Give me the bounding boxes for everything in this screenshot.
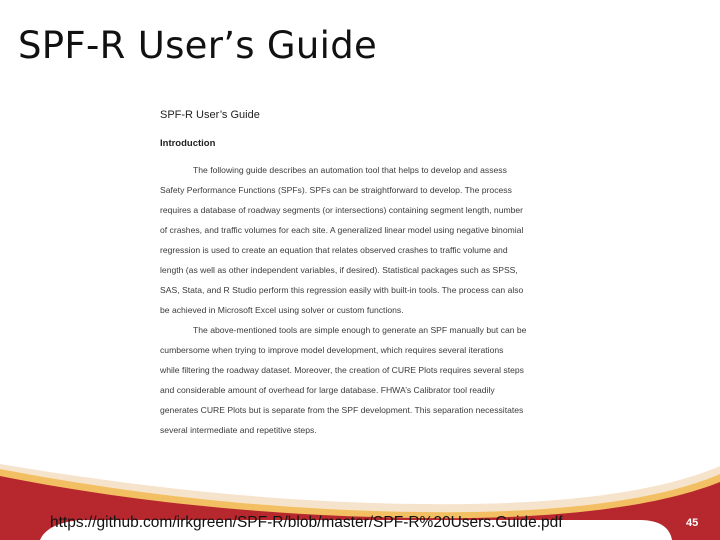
paragraph-line: requires a database of roadway segments (or intersections) containing segment length, number bbox=[160, 205, 524, 215]
paragraph-line: The following guide describes an automation tool that helps to develop and assess bbox=[193, 165, 507, 175]
paragraph-line: cumbersome when trying to improve model development, which requires several iterations bbox=[160, 345, 504, 355]
document-heading: Introduction bbox=[160, 138, 216, 149]
paragraph-line: be achieved in Microsoft Excel using solver or custom functions. bbox=[160, 305, 404, 315]
source-url[interactable]: https://github.com/irkgreen/SPF-R/blob/master/SPF-R%20Users.Guide.pdf bbox=[50, 514, 563, 531]
slide-title: SPF-R User’s Guide bbox=[18, 24, 378, 67]
paragraph-line: Safety Performance Functions (SPFs). SPFs can be straightforward to develop. The process bbox=[160, 185, 512, 195]
paragraph-line: while filtering the roadway dataset. Moreover, the creation of CURE Plots requires several steps bbox=[160, 365, 524, 375]
paragraph-line: several intermediate and repetitive steps. bbox=[160, 425, 317, 435]
paragraph-line: The above-mentioned tools are simple enough to generate an SPF manually but can be bbox=[193, 325, 527, 335]
paragraph-line: length (as well as other independent variables, if desired). Statistical packages such as SPSS, bbox=[160, 265, 518, 275]
paragraph-line: and considerable amount of overhead for large database. FHWA’s Calibrator tool readily bbox=[160, 385, 495, 395]
document-title: SPF-R User’s Guide bbox=[160, 109, 260, 121]
paragraph-line: SAS, Stata, and R Studio perform this regression easily with built-in tools. The process can also bbox=[160, 285, 524, 295]
paragraph-line: generates CURE Plots but is separate from the SPF development. This separation necessitates bbox=[160, 405, 524, 415]
paragraph-line: of crashes, and traffic volumes for each site. A generalized linear model using negative binomial bbox=[160, 225, 524, 235]
page-number: 45 bbox=[686, 517, 699, 529]
paragraph-line: regression is used to create an equation that relates observed crashes to traffic volume and bbox=[160, 245, 508, 255]
